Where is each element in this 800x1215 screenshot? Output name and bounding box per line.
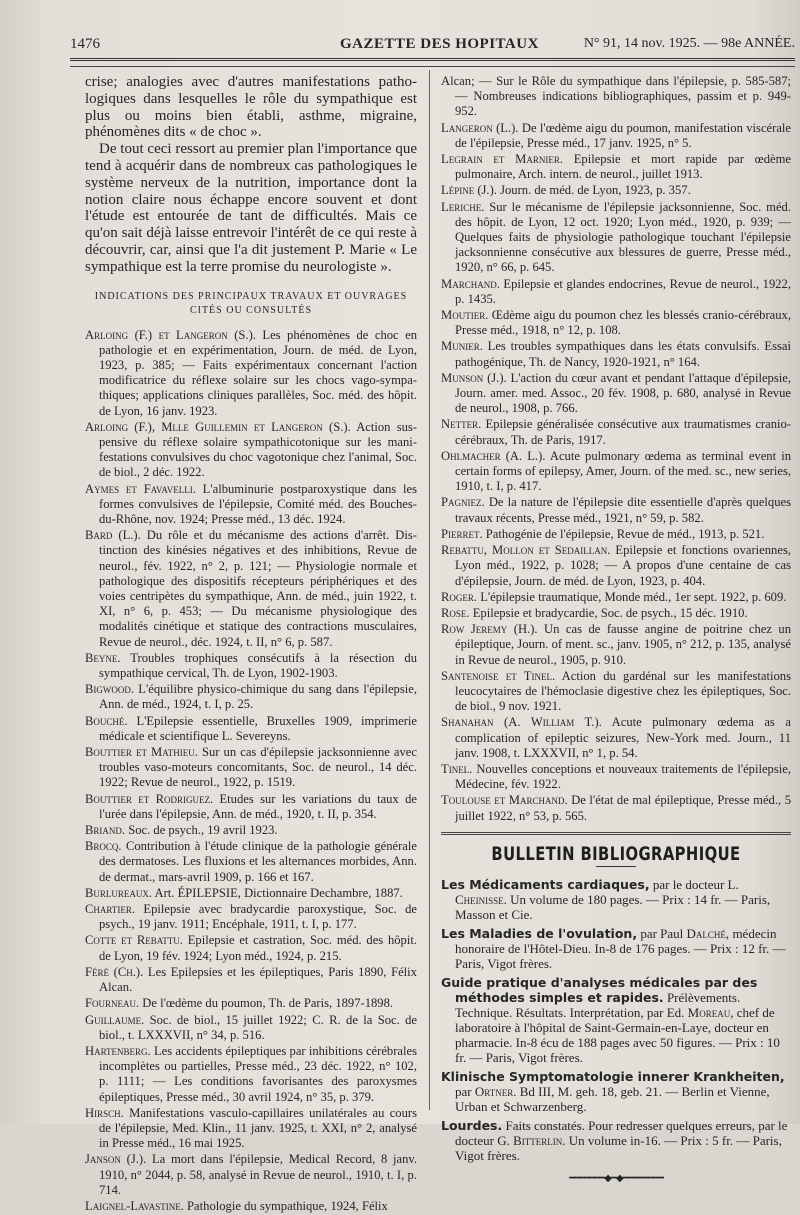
reference-author: Aymes et Favavelli.: [85, 481, 196, 496]
reference-entry: [85, 1199, 417, 1214]
reference-author: Roger.: [441, 589, 478, 604]
reference-entry: [441, 152, 791, 182]
reference-author: Laignel-Lavastine.: [85, 1198, 184, 1213]
bulletin-title: BULLETIN BIBLIOGRAPHIQUE: [491, 842, 741, 865]
book-entry: [441, 1069, 791, 1114]
book-text: Prélèvements. Technique. Résultats. Interprétation, par Ed.: [455, 989, 741, 1020]
reference-author: Féré (Ch.).: [85, 964, 144, 979]
reference-author: Munier.: [441, 339, 483, 354]
reference-entry: [441, 762, 791, 792]
reference-entry: [85, 528, 417, 650]
reference-entry: [441, 527, 791, 542]
reference-author: Bouttier et Rodriguez.: [85, 791, 214, 806]
reference-entry: [85, 1044, 417, 1105]
reference-text: Action suspensive du réflexe solaire sympathicotonique sur les manifestations convulsives du choc vagotonique chez l'animal, Soc. de biol., 2 déc. 1922.: [99, 419, 417, 480]
reference-text: Les phénomènes de choc en pathologie et en expérimentation, Journ. de méd. de Lyon, 1923, p. 385; — Faits expérimentaux concernant l'action modificatrice du réflexe solaire sur les chocs vago-sympathiques; applications cliniques parallèles, Soc. méd. des hôpit. de Lyon, 16 janv. 1923.: [99, 327, 417, 418]
book-details: Un volume in-16. — Prix : 5 fr. — Paris, Vigot frères.: [455, 1132, 782, 1163]
reference-entry: [85, 996, 417, 1011]
book-title: Guide pratique d'analyses médicales par des méthodes simples et rapides.: [441, 974, 758, 1005]
book-text: par Paul: [637, 925, 687, 941]
bibliography-heading-line: INDICATIONS DES PRINCIPAUX TRAVAUX ET OUVRAGES: [94, 290, 408, 302]
reference-text: Action du gardénal sur les manifestations leucocytaires de l'hémoclasie digestive chez les épileptiques, Soc. de biol., 9 nov. 1921.: [455, 668, 791, 714]
book-text: Faits constatés. Pour redresser quelques erreurs, par le docteur G.: [455, 1117, 788, 1148]
reference-author: Brocq.: [85, 839, 122, 854]
reference-author: Legrain et Marnier.: [441, 152, 563, 167]
reference-author: Hartenberg.: [85, 1043, 151, 1058]
reference-author: Janson (J.).: [85, 1152, 147, 1167]
references-list: [85, 328, 417, 1215]
reference-text: Epilepsie avec bradycardie paroxystique, Soc. de psych., 19 janv. 1911; Encéphale, 1911, t. I, p. 177.: [99, 902, 417, 932]
reference-entry: [85, 745, 417, 791]
reference-author: Netter.: [441, 417, 482, 432]
reference-text: Alcan; — Sur le Rôle du sympathique dans l'épilepsie, p. 585-587; — Nombreuses indications bibliographiques, passim et p. 949-952.: [441, 74, 791, 119]
reference-text: L'épilepsie traumatique, Monde méd., 1er sept. 1922, p. 609.: [477, 589, 787, 604]
reference-entry: [441, 715, 791, 761]
reference-entry: [441, 669, 791, 715]
ornament-divider: ━━━━━━━◆━◆━━━━━━━━: [569, 1172, 663, 1184]
reference-text: Nouvelles conceptions et nouveaux traitements de l'épilepsie, Médecine, fév. 1922.: [455, 761, 791, 792]
reference-text: Epilepsie et bradycardie, Soc. de psych., 15 déc. 1910.: [469, 605, 748, 620]
reference-text: Sur le mécanisme de l'épilepsie jacksonnienne, Soc. méd. des hôpit. de Lyon, 12 oct. 1920; Lyon méd., 1920, p. 939; — Quelques faits de physiologie pathologique touchant l'épilepsie jacksonnienne consécutive aux blessures de guerre, Presse méd., 1920, n° 66, p. 645.: [455, 199, 791, 275]
page-number: 1476: [70, 36, 100, 52]
reference-text: De l'œdème du poumon, Th. de Paris, 1897-1898.: [139, 996, 394, 1011]
reference-entry: [441, 543, 791, 589]
column-divider: [429, 70, 430, 1110]
running-header: [70, 28, 795, 61]
reference-author: Lépine (J.).: [441, 183, 497, 198]
reference-text: Les accidents épileptiques par inhibitions cérébrales incomplètes ou partielles, Presse méd., 23 déc. 1922, n° 102, p. 1111; — Les conditions favorisantes des paroxysmes épileptiques, Presse méd., 30 avril 1924, n° 35, p. 379.: [99, 1043, 417, 1104]
intro-paragraph: crise; analogies avec d'autres manifestations pathologiques dans lesquelles le rôle du sympathique est plus ou moins bien établi, asthme, migraine, phénomènes dits « de choc ».: [85, 74, 417, 141]
reference-entry: [441, 121, 791, 151]
reference-text: Epilepsie et mort rapide par œdème pulmonaire, Arch. intern. de neurol., juillet 1913.: [455, 152, 791, 182]
reference-entry: [85, 839, 417, 885]
journal-title: GAZETTE DES HOPITAUX: [340, 36, 539, 52]
reference-entry: [85, 482, 417, 528]
reference-text: L'albuminurie postparoxystique dans les formes convulsives de l'épilepsie, Comité méd. des Bouches-du-Rhône, nov. 1924; Presse méd., 13 déc. 1924.: [99, 481, 417, 526]
reference-text: Un cas de fausse angine de poitrine chez un épileptique, Journ. of ment. sc., janv. 1905, n° 212, p. 135, analysé in Revue de neurol., 1905, p. 910.: [455, 622, 792, 667]
reference-text: Epilepsie généralisée consécutive aux traumatismes cranio-cérébraux, Th. de Paris, 1917.: [455, 417, 791, 447]
left-column: [85, 74, 417, 1215]
reference-author: Ohlmacher (A. L.).: [441, 448, 546, 463]
section-separator: [441, 832, 791, 835]
reference-text: Pathologie du sympathique, 1924, Félix: [183, 1198, 388, 1213]
reference-author: Fourneau.: [85, 996, 140, 1011]
reference-entry: [441, 200, 791, 276]
reference-entry: [85, 420, 417, 481]
short-rule: [596, 866, 636, 867]
reference-text: Soc. de biol., 15 juillet 1922; C. R. de la Soc. de biol., t. LXXXVII, n° 34, p. 516.: [99, 1012, 417, 1042]
reference-text: Du rôle et du mécanisme des actions d'arrêt. Distinction des kinésies négatives et des inhibitions, Revue de neurol., fév. 1922, n° 2, p. 121; — Physiologie normale et pathologique des dispositifs récepteurs périphériques et des voies centripètes du sympathique, Ann. de méd., juin 1922, t. XI, n° 6, p. 453; — Du mécanisme physiologique des modalités cinétique et statique des contractions musculaires, Revue de neurol., déc. 1924, t. II, n° 6, p. 587.: [99, 528, 417, 649]
reference-text: L'équilibre physico-chimique du sang dans l'épilepsie, Ann. de méd., 1924, t. I, p. 25.: [99, 682, 417, 712]
reference-author: Moutier.: [441, 308, 489, 323]
book-title: Klinische Symptomatologie innerer Krankheiten,: [441, 1068, 785, 1084]
reference-entry: [441, 793, 791, 823]
intro-paragraph: De tout ceci ressort au premier plan l'importance que tend à acquérir dans de nombreux cas pathologiques le système nerveux de la nutrition, importance dont la notion claire nous échappe encore souvent et dont l'étude est entourée de tant de difficultés. Mais ce qu'on sait déjà laisse entrevoir l'intérêt de ce qui reste à découvrir, car, ainsi que l'a dit justement P. Marie « Le sympathique est la terre promise du neurologiste ».: [85, 141, 417, 275]
reference-author: Rose.: [441, 605, 470, 620]
reference-text: Sur un cas d'épilepsie jacksonnienne avec troubles vaso-moteurs concomitants, Soc. de neurol., 14 déc. 1922; Revue de neurol., 1922, p. 1519.: [99, 745, 417, 790]
book-entry: [441, 877, 791, 922]
book-list: [441, 877, 791, 1163]
reference-entry: [441, 449, 791, 495]
reference-author: Munson (J.).: [441, 370, 507, 385]
book-entry: [441, 975, 791, 1065]
reference-author: Guillaume.: [85, 1012, 145, 1027]
reference-text: Acute pulmonary œdema as terminal event in certain forms of epilepsy, Amer, Journ. of the med. sc., new series, 1910, t. I, p. 417.: [455, 448, 791, 494]
reference-text: Soc. de psych., 19 avril 1923.: [125, 823, 278, 838]
bibliography-heading: [85, 290, 417, 318]
book-details: chef de laboratoire à l'hôpital de Saint-Germain-en-Laye, docteur en pharmacie. In-8 écu de 188 pages avec 50 figures. — Prix : 10 fr. — Paris, Vigot frères.: [455, 1004, 780, 1065]
reference-entry: [85, 965, 417, 995]
reference-author: Pagniez.: [441, 495, 485, 510]
reference-text: Journ. de méd. de Lyon, 1923, p. 357.: [496, 183, 691, 198]
book-details: médecin honoraire de l'Hôtel-Dieu. In-8 de 176 pages. — Prix : 12 fr. — Paris, Vigot frères.: [455, 925, 786, 971]
reference-author: Row Jeremy (H.).: [441, 622, 538, 637]
book-entry: [441, 1118, 791, 1163]
book-title: Lourdes.: [441, 1117, 503, 1133]
reference-text: Art. ÉPILEPSIE, Dictionnaire Dechambre, 1887.: [152, 885, 403, 900]
reference-author: Arloing (F.), Mlle Guillemin et Langeron (S.).: [85, 419, 351, 434]
reference-text: Contribution à l'étude clinique de la pathologie générale des dermatoses. Les fluxions et les alternances morbides, Ann. de dermat., mars-avril 1909, p. 166 et 167.: [99, 839, 417, 884]
reference-author: Beyne.: [85, 650, 121, 665]
reference-text: Pathogénie de l'épilepsie, Revue de méd., 1913, p. 521.: [482, 526, 765, 541]
reference-author: Bouttier et Mathieu.: [85, 745, 198, 760]
reference-entry: [85, 682, 417, 712]
reference-author: Shanahan (A. William T.).: [441, 715, 602, 730]
reference-text: Les Epilepsies et les épileptiques, Paris 1890, Félix Alcan.: [99, 964, 417, 995]
reference-author: Pierret.: [441, 526, 483, 541]
reference-author: Toulouse et Marchand.: [441, 793, 568, 808]
book-details: Bd III, M. geh. 18, geb. 21. — Berlin et Vienne, Urban et Schwarzenberg.: [455, 1083, 770, 1114]
reference-text: Manifestations vasculo-capillaires unilatérales au cours de l'épilepsie, Med. Klin., 11 janv. 1925, t. XXI, n° 2, analysé in Presse méd., 16 mai 1925.: [99, 1105, 417, 1151]
references-list: [441, 74, 791, 824]
reference-entry: [85, 792, 417, 822]
reference-entry: [441, 606, 791, 621]
reference-text: Epilepsie et castration, Soc. méd. des hôpit. de Lyon, 19 fév. 1924; Lyon méd., 1924, p. 215.: [99, 933, 417, 963]
reference-text: Acute pulmonary œdema as a complication of epileptic seizures, New-York med. Journ., 11 janv. 1908, t. LXXXVII, n° 1, p. 54.: [455, 715, 791, 760]
book-title: Les Maladies de l'ovulation,: [441, 925, 638, 941]
reference-text: Œdème aigu du poumon chez les blessés cranio-cérébraux, Presse méd., 1918, n° 12, p. 108.: [455, 308, 791, 338]
book-author: Ortner.: [474, 1083, 517, 1099]
book-details: Un volume de 180 pages. — Prix : 14 fr. — Paris, Masson et Cie.: [455, 891, 771, 922]
reference-author: Langeron (L.).: [441, 120, 519, 135]
reference-text: De l'œdème aigu du poumon, manifestation viscérale de l'épilepsie, Presse méd., 17 janv. 1925, n° 5.: [455, 120, 792, 150]
header-rule: [70, 66, 795, 67]
reference-entry: [441, 495, 791, 525]
reference-entry: [85, 1013, 417, 1043]
reference-entry: [85, 886, 417, 901]
reference-entry: [85, 1152, 417, 1198]
reference-author: Burlureaux.: [85, 885, 153, 900]
reference-text: L'action du cœur avant et pendant l'attaque d'épilepsie, Journ. amer. med. Assoc., 20 fév. 1908, p. 680, analysé in Revue de neurol., 1908, p. 766.: [455, 370, 791, 416]
reference-author: Tinel.: [441, 761, 473, 776]
book-author: Bitterlin.: [513, 1132, 566, 1148]
reference-text: Epilepsie et glandes endocrines, Revue de neurol., 1922, p. 1435.: [455, 276, 791, 306]
reference-author: Chartier.: [85, 902, 136, 917]
book-author: Dalché,: [686, 925, 730, 941]
reference-author: Leriche.: [441, 199, 485, 214]
book-author: Cheinisse.: [455, 891, 507, 907]
reference-text: Etudes sur les variations du taux de l'urée dans l'épilepsie, Ann. de méd., 1920, t. II, p. 354.: [99, 791, 417, 821]
reference-author: Briand.: [85, 823, 126, 838]
book-text: par le docteur L.: [649, 876, 739, 892]
reference-author: Bard (L.).: [85, 528, 141, 543]
reference-entry: [85, 651, 417, 681]
reference-author: Marchand.: [441, 276, 500, 291]
reference-entry: [85, 933, 417, 963]
reference-entry: [85, 328, 417, 419]
reference-entry: [441, 308, 791, 338]
issue-info: N° 91, 14 nov. 1925. — 98e ANNÉE.: [583, 36, 795, 51]
reference-entry: [441, 277, 791, 307]
reference-text: Troubles trophiques consécutifs à la résection du sympathique cervical, Th. de Lyon, 1902-1903.: [99, 650, 417, 681]
reference-author: Bouché.: [85, 713, 128, 728]
reference-entry: [85, 1106, 417, 1152]
reference-author: Rebattu, Mollon et Sedaillan.: [441, 543, 611, 558]
reference-text: Epilepsie et fonctions ovariennes, Lyon méd., 1922, p. 1028; — A propos d'une centaine de cas d'épilepsie, Journ. de méd. de Lyon, 1923, p. 404.: [455, 543, 791, 588]
book-text: par: [455, 1083, 475, 1099]
reference-author: Bigwood.: [85, 682, 135, 697]
reference-entry: [441, 183, 791, 198]
reference-entry: [441, 622, 791, 668]
book-author: Moreau,: [687, 1004, 734, 1020]
reference-text: La mort dans l'épilepsie, Medical Record, 8 janv. 1910, n° 2044, p. 58, analysé in Revue de neurol., 1910, t. I, p. 714.: [99, 1152, 418, 1197]
reference-author: Santenoise et Tinel.: [441, 668, 556, 683]
book-title: Les Médicaments cardiaques,: [441, 876, 650, 892]
reference-entry: [85, 714, 417, 744]
reference-text: L'Epilepsie essentielle, Bruxelles 1909, imprimerie médicale et scientifique L. Severeyns.: [99, 713, 417, 743]
reference-author: Hirsch.: [85, 1105, 124, 1120]
reference-author: Cotte et Rebattu.: [85, 933, 183, 948]
reference-entry: [441, 371, 791, 417]
book-entry: [441, 926, 791, 971]
bibliography-heading-line: CITÉS OU CONSULTÉS: [189, 304, 313, 316]
reference-text: De l'état de mal épileptique, Presse méd., 5 juillet 1922, n° 53, p. 565.: [455, 793, 791, 823]
reference-entry: [441, 74, 791, 120]
reference-text: De la nature de l'épilepsie dite essentielle d'après quelques travaux récents, Presse méd., 1921, n° 59, p. 582.: [455, 495, 791, 525]
reference-entry: [441, 417, 791, 447]
reference-entry: [85, 902, 417, 932]
reference-text: Les troubles sympathiques dans les états convulsifs. Essai pathogénique, Th. de Nancy, 1920-1921, n° 164.: [455, 339, 791, 369]
right-column: [441, 74, 791, 1186]
reference-entry: [85, 823, 417, 838]
reference-entry: [441, 590, 791, 605]
reference-author: Arloing (F.) et Langeron (S.).: [85, 327, 256, 342]
reference-entry: [441, 339, 791, 369]
